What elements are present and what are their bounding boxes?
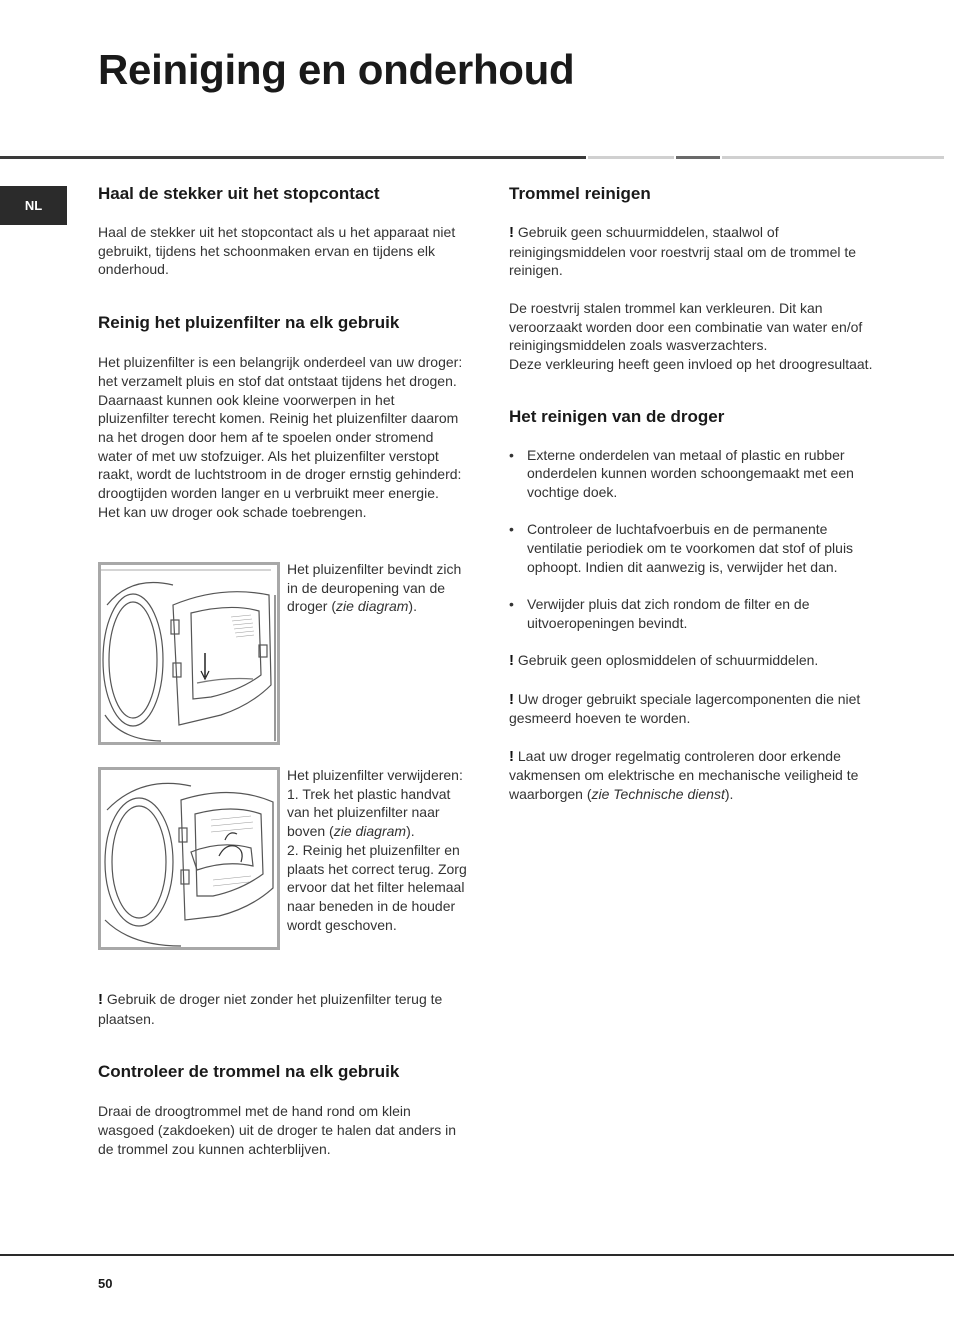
section-heading-clean-dryer: Het reinigen van de droger	[509, 406, 725, 426]
bearing-warning	[509, 690, 875, 728]
diagram-2-step-1-close: ).	[406, 823, 415, 840]
left-column-top	[98, 184, 463, 521]
dryer-filter-removal-illustration	[101, 770, 277, 947]
clean-drum-warning	[509, 223, 875, 280]
dryer-open-door-illustration	[101, 565, 277, 742]
clean-dryer-list	[509, 446, 875, 633]
service-warning-text: Laat uw droger regelmatig controleren door erkende vakmensen om elektrische en mechanische veiligheid te waarborgen (	[509, 747, 859, 803]
right-column	[509, 184, 875, 804]
section-heading-clean-drum: Trommel reinigen	[509, 184, 651, 203]
lint-filter-diagram-2	[98, 767, 280, 950]
warning-mark: !	[509, 747, 514, 765]
page-title: Reiniging en onderhoud	[98, 46, 575, 93]
header-rule-light-2	[722, 156, 944, 159]
service-warning-ref: zie Technische dienst	[591, 786, 725, 803]
warning-mark: !	[509, 224, 514, 241]
lint-filter-warning	[98, 990, 463, 1028]
header-rule-mid	[676, 156, 720, 159]
language-tab: NL	[0, 186, 67, 225]
diagram-2-caption	[287, 766, 467, 934]
solvent-warning-text: Gebruik geen oplosmiddelen of schuurmiddelen.	[514, 652, 819, 669]
page-number: 50	[98, 1276, 113, 1291]
diagram-1-caption-close: ).	[408, 598, 417, 615]
list-item: • Externe onderdelen van metaal of plastic en rubber onderdelen kunnen worden schoongemaakt met een vochtige doek.	[509, 446, 875, 502]
warning-mark: !	[509, 652, 514, 670]
left-column-bottom	[98, 990, 463, 1159]
section-body-check-drum: Draai de droogtrommel met de hand rond om klein wasgoed (zakdoeken) uit de droger te halen dat anders in de trommel zou kunnen achterblijven.	[98, 1103, 457, 1157]
service-warning	[509, 747, 875, 804]
diagram-2-step-1-ref: zie diagram	[333, 823, 407, 840]
section-body-lint-filter: Het pluizenfilter is een belangrijk onderdeel van uw droger: het verzamelt pluis en stof dat ontstaat tijdens het drogen. Daarnaast kunnen ook kleine voorwerpen in het pluizenfilter terecht komen. Reinig het pluizenfilter daarom na het drogen door hem af te spoelen onder stromend water of met uw stofzuiger. Als het pluizenfilter verstopt raakt, wordt de luchtstroom in de droger ernstig gehinderd: droogtijden worden langer en u verbruikt meer energie. Het kan uw droger ook schade toebrengen.	[98, 354, 463, 520]
clean-drum-body-b: Deze verkleuring heeft geen invloed op het droogresultaat.	[509, 355, 873, 372]
header-rule-light	[588, 156, 674, 159]
section-heading-check-drum: Controleer de trommel na elk gebruik	[98, 1062, 400, 1082]
diagram-1-caption	[287, 560, 467, 616]
diagram-2-step-2: 2. Reinig het pluizenfilter en plaats het correct terug. Zorg ervoor dat het filter helemaal naar beneden in de houder wordt geschoven.	[287, 841, 467, 933]
lint-filter-diagram-1	[98, 562, 280, 745]
header-rule-dark	[0, 156, 586, 159]
diagram-2-step-1-text: 1. Trek het plastic handvat van het pluizenfilter naar boven (	[287, 785, 451, 840]
clean-drum-warning-text: Gebruik geen schuurmiddelen, staalwol of reinigingsmiddelen voor roestvrij staal om de trommel te reinigen.	[509, 224, 857, 279]
footer-rule	[0, 1254, 954, 1256]
list-item: • Controleer de luchtafvoerbuis en de permanente ventilatie periodiek om te voorkomen dat stof of pluis ophoopt. Indien dit aanwezig is, verwijder het dan.	[509, 520, 875, 576]
solvent-warning	[509, 651, 875, 671]
service-warning-close: ).	[724, 786, 734, 803]
lint-filter-warning-text: Gebruik de droger niet zonder het pluizenfilter terug te plaatsen.	[98, 991, 443, 1027]
warning-mark: !	[98, 991, 103, 1008]
clean-drum-body-a: De roestvrij stalen trommel kan verkleuren. Dit kan veroorzaakt worden door een combinatie van water en/of reinigingsmiddelen zoals wasverzachters.	[509, 299, 863, 354]
diagram-2-step-1	[287, 785, 467, 841]
diagram-2-caption-title: Het pluizenfilter verwijderen:	[287, 767, 463, 783]
list-item: • Verwijder pluis dat zich rondom de filter en de uitvoeropeningen bevindt.	[509, 595, 875, 632]
section-heading-unplug: Haal de stekker uit het stopcontact	[98, 184, 380, 203]
warning-mark: !	[509, 690, 514, 708]
diagram-1-caption-ref: zie diagram	[336, 598, 409, 615]
diagram-1-caption-open: (	[331, 598, 337, 615]
section-body-unplug: Haal de stekker uit het stopcontact als u het apparaat niet gebruikt, tijdens het schoonmaken ervan en tijdens elk onderhoud.	[98, 224, 456, 278]
diagram-1-caption-text: Het pluizenfilter bevindt zich in de deuropening van de droger	[287, 561, 462, 615]
section-heading-lint-filter: Reinig het pluizenfilter na elk gebruik	[98, 313, 400, 333]
bearing-warning-text: Uw droger gebruikt speciale lagercomponenten die niet gesmeerd hoeven te worden.	[509, 690, 861, 727]
